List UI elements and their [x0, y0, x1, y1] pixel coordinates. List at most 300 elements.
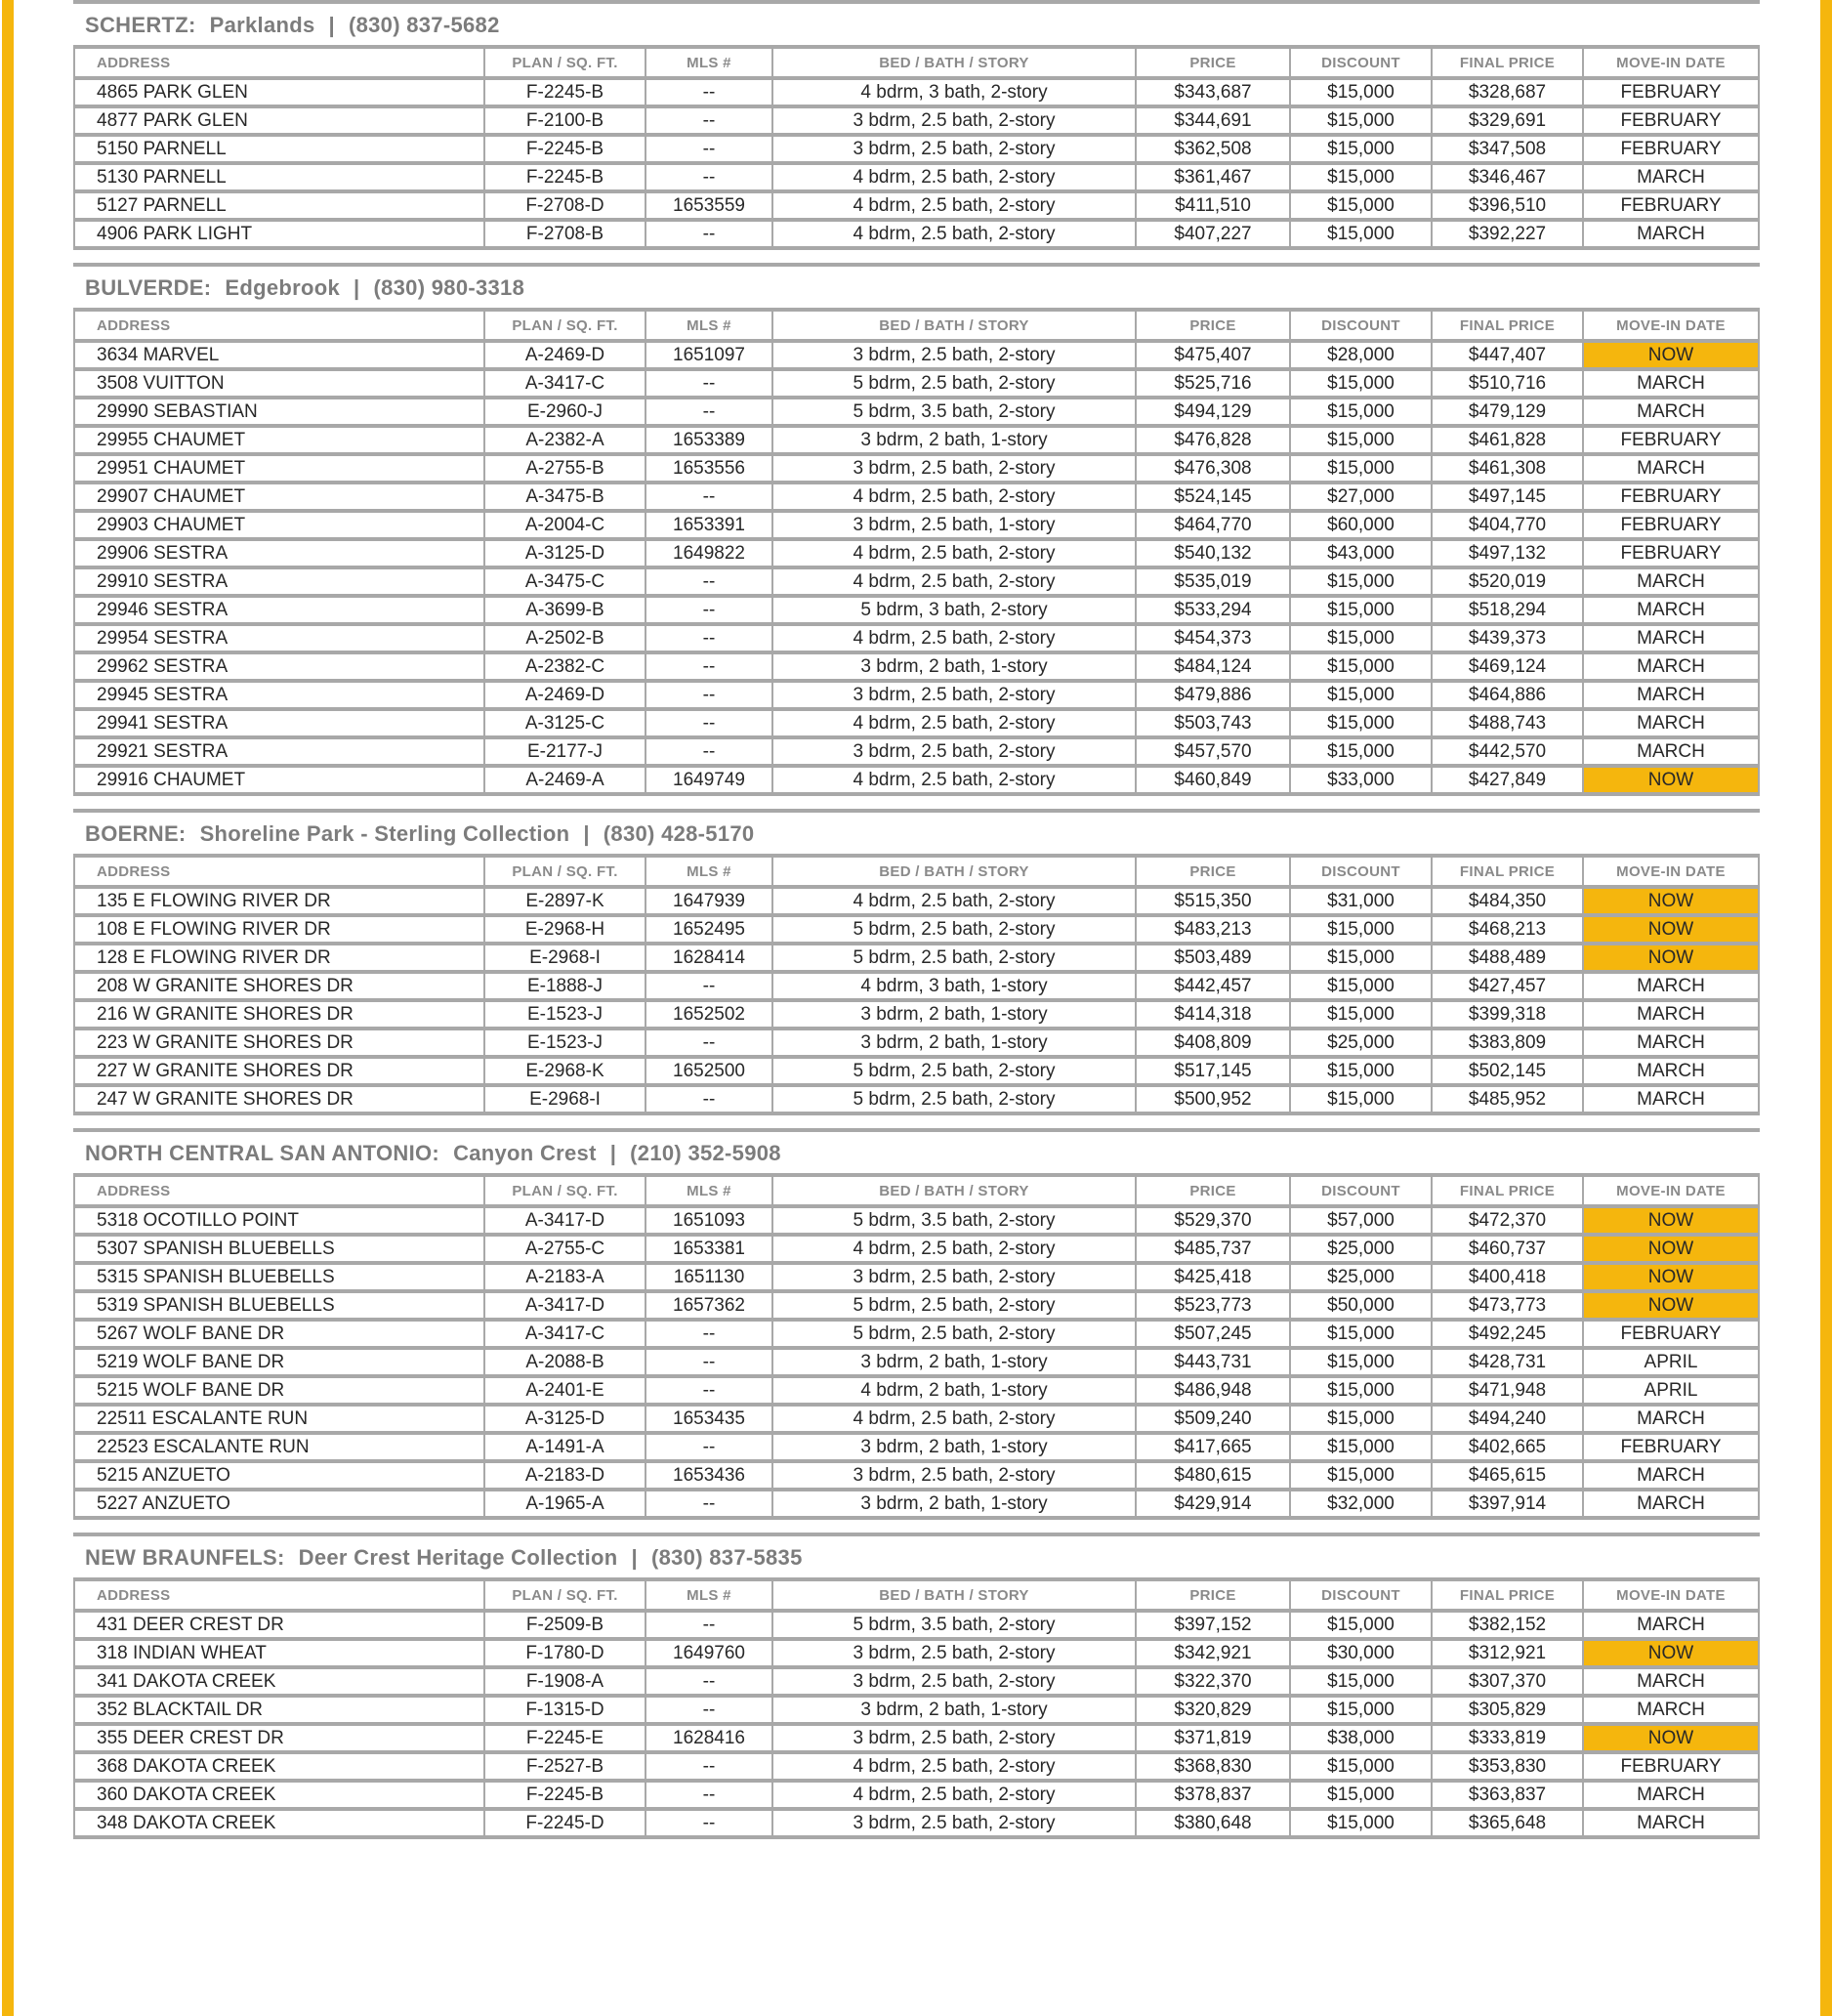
cell-final-price: $461,308: [1432, 454, 1583, 483]
column-header-address: ADDRESS: [74, 310, 484, 341]
column-header-plan-sqft: PLAN / SQ. FT.: [484, 1579, 645, 1611]
cell-price: $524,145: [1136, 483, 1290, 511]
cell-mls-number: 1653389: [645, 426, 772, 454]
cell-plan-sqft: F-1908-A: [484, 1667, 645, 1696]
cell-discount: $57,000: [1290, 1206, 1432, 1235]
cell-discount: $15,000: [1290, 220, 1432, 248]
listing-row: [74, 483, 1759, 511]
cell-address: 4877 PARK GLEN: [74, 106, 484, 135]
cell-move-in-date: MARCH: [1583, 681, 1759, 709]
cell-plan-sqft: A-3125-D: [484, 1405, 645, 1433]
header-row: [74, 856, 1759, 887]
listing-row: [74, 1667, 1759, 1696]
community-section: [73, 0, 1760, 250]
cell-discount: $15,000: [1290, 944, 1432, 972]
cell-mls-number: 1653435: [645, 1405, 772, 1433]
cell-address: 29921 SESTRA: [74, 737, 484, 766]
listing-row: [74, 1781, 1759, 1809]
cell-move-in-date: FEBRUARY: [1583, 483, 1759, 511]
cell-price: $408,809: [1136, 1029, 1290, 1057]
table-head: [74, 310, 1759, 341]
cell-price: $533,294: [1136, 596, 1290, 624]
cell-address: 135 E FLOWING RIVER DR: [74, 887, 484, 915]
cell-price: $486,948: [1136, 1376, 1290, 1405]
column-header-address: ADDRESS: [74, 47, 484, 78]
cell-bed-bath-story: 3 bdrm, 2.5 bath, 2-story: [772, 1667, 1136, 1696]
cell-plan-sqft: A-2382-C: [484, 652, 645, 681]
community-section: [73, 1128, 1760, 1520]
cell-discount: $33,000: [1290, 766, 1432, 794]
column-header-mls-number: MLS #: [645, 47, 772, 78]
column-header-plan-sqft: PLAN / SQ. FT.: [484, 47, 645, 78]
listing-row: [74, 220, 1759, 248]
cell-address: 348 DAKOTA CREEK: [74, 1809, 484, 1837]
cell-bed-bath-story: 4 bdrm, 2.5 bath, 2-story: [772, 1235, 1136, 1263]
cell-final-price: $397,914: [1432, 1490, 1583, 1518]
cell-discount: $15,000: [1290, 1461, 1432, 1490]
cell-final-price: $518,294: [1432, 596, 1583, 624]
column-header-discount: DISCOUNT: [1290, 1175, 1432, 1206]
listings-table: [73, 1173, 1760, 1520]
cell-mls-number: --: [645, 398, 772, 426]
cell-final-price: $510,716: [1432, 369, 1583, 398]
cell-discount: $15,000: [1290, 1057, 1432, 1085]
cell-price: $343,687: [1136, 78, 1290, 106]
listing-row: [74, 1639, 1759, 1667]
cell-bed-bath-story: 5 bdrm, 3.5 bath, 2-story: [772, 1206, 1136, 1235]
cell-address: 431 DEER CREST DR: [74, 1611, 484, 1639]
cell-price: $454,373: [1136, 624, 1290, 652]
cell-discount: $15,000: [1290, 1696, 1432, 1724]
cell-plan-sqft: A-3417-D: [484, 1291, 645, 1320]
cell-mls-number: --: [645, 1029, 772, 1057]
cell-address: 5130 PARNELL: [74, 163, 484, 191]
cell-final-price: $461,828: [1432, 426, 1583, 454]
listing-row: [74, 163, 1759, 191]
cell-mls-number: 1653559: [645, 191, 772, 220]
table-head: [74, 1175, 1759, 1206]
cell-move-in-date: MARCH: [1583, 737, 1759, 766]
cell-final-price: $383,809: [1432, 1029, 1583, 1057]
cell-move-in-date: MARCH: [1583, 369, 1759, 398]
cell-plan-sqft: A-2469-D: [484, 341, 645, 369]
listing-row: [74, 1490, 1759, 1518]
cell-mls-number: 1649822: [645, 539, 772, 567]
cell-bed-bath-story: 3 bdrm, 2 bath, 1-story: [772, 426, 1136, 454]
cell-price: $342,921: [1136, 1639, 1290, 1667]
cell-mls-number: --: [645, 596, 772, 624]
section-divider: [73, 1533, 1760, 1536]
cell-discount: $15,000: [1290, 106, 1432, 135]
listings-table: [73, 1577, 1760, 1839]
cell-plan-sqft: A-2502-B: [484, 624, 645, 652]
cell-plan-sqft: F-2708-D: [484, 191, 645, 220]
listing-row: [74, 369, 1759, 398]
cell-mls-number: --: [645, 135, 772, 163]
cell-final-price: $492,245: [1432, 1320, 1583, 1348]
cell-plan-sqft: A-2401-E: [484, 1376, 645, 1405]
cell-plan-sqft: A-2382-A: [484, 426, 645, 454]
cell-move-in-date: FEBRUARY: [1583, 1752, 1759, 1781]
cell-move-in-date: MARCH: [1583, 1781, 1759, 1809]
listing-row: [74, 1611, 1759, 1639]
cell-move-in-date: MARCH: [1583, 652, 1759, 681]
cell-move-in-date: MARCH: [1583, 1667, 1759, 1696]
cell-price: $494,129: [1136, 398, 1290, 426]
cell-price: $484,124: [1136, 652, 1290, 681]
cell-discount: $25,000: [1290, 1235, 1432, 1263]
cell-price: $479,886: [1136, 681, 1290, 709]
cell-final-price: $428,731: [1432, 1348, 1583, 1376]
cell-plan-sqft: F-1780-D: [484, 1639, 645, 1667]
cell-price: $483,213: [1136, 915, 1290, 944]
cell-plan-sqft: A-2755-C: [484, 1235, 645, 1263]
cell-mls-number: --: [645, 1611, 772, 1639]
cell-final-price: $427,849: [1432, 766, 1583, 794]
cell-price: $442,457: [1136, 972, 1290, 1000]
cell-plan-sqft: A-3125-D: [484, 539, 645, 567]
cell-price: $380,648: [1136, 1809, 1290, 1837]
cell-price: $540,132: [1136, 539, 1290, 567]
cell-mls-number: --: [645, 624, 772, 652]
cell-discount: $15,000: [1290, 1000, 1432, 1029]
table-body: [74, 887, 1759, 1113]
cell-move-in-date: MARCH: [1583, 1000, 1759, 1029]
cell-plan-sqft: F-2100-B: [484, 106, 645, 135]
community-name: Parklands: [209, 13, 315, 37]
table-body: [74, 78, 1759, 248]
cell-move-in-date: FEBRUARY: [1583, 191, 1759, 220]
cell-final-price: $442,570: [1432, 737, 1583, 766]
cell-discount: $50,000: [1290, 1291, 1432, 1320]
community-city: NORTH CENTRAL SAN ANTONIO:: [85, 1141, 440, 1165]
cell-plan-sqft: F-1315-D: [484, 1696, 645, 1724]
header-row: [74, 1175, 1759, 1206]
cell-bed-bath-story: 3 bdrm, 2.5 bath, 2-story: [772, 1639, 1136, 1667]
cell-plan-sqft: E-2897-K: [484, 887, 645, 915]
cell-address: 216 W GRANITE SHORES DR: [74, 1000, 484, 1029]
cell-address: 352 BLACKTAIL DR: [74, 1696, 484, 1724]
cell-final-price: $502,145: [1432, 1057, 1583, 1085]
cell-mls-number: 1653556: [645, 454, 772, 483]
column-header-discount: DISCOUNT: [1290, 47, 1432, 78]
cell-discount: $31,000: [1290, 887, 1432, 915]
cell-discount: $15,000: [1290, 1348, 1432, 1376]
cell-mls-number: --: [645, 567, 772, 596]
cell-mls-number: --: [645, 972, 772, 1000]
cell-price: $529,370: [1136, 1206, 1290, 1235]
cell-final-price: $479,129: [1432, 398, 1583, 426]
cell-discount: $15,000: [1290, 191, 1432, 220]
cell-final-price: $382,152: [1432, 1611, 1583, 1639]
cell-move-in-date: MARCH: [1583, 1490, 1759, 1518]
cell-discount: $15,000: [1290, 398, 1432, 426]
cell-mls-number: --: [645, 106, 772, 135]
listing-row: [74, 766, 1759, 794]
cell-mls-number: --: [645, 1696, 772, 1724]
cell-move-in-date: NOW: [1583, 1263, 1759, 1291]
cell-plan-sqft: E-1523-J: [484, 1000, 645, 1029]
listing-row: [74, 567, 1759, 596]
column-header-move-in-date: MOVE-IN DATE: [1583, 856, 1759, 887]
cell-price: $460,849: [1136, 766, 1290, 794]
column-header-final-price: FINAL PRICE: [1432, 47, 1583, 78]
cell-final-price: $439,373: [1432, 624, 1583, 652]
cell-move-in-date: MARCH: [1583, 1809, 1759, 1837]
cell-bed-bath-story: 3 bdrm, 2 bath, 1-story: [772, 1029, 1136, 1057]
cell-mls-number: 1651130: [645, 1263, 772, 1291]
cell-price: $475,407: [1136, 341, 1290, 369]
cell-move-in-date: MARCH: [1583, 596, 1759, 624]
column-header-final-price: FINAL PRICE: [1432, 856, 1583, 887]
listing-row: [74, 1348, 1759, 1376]
cell-discount: $15,000: [1290, 567, 1432, 596]
cell-final-price: $400,418: [1432, 1263, 1583, 1291]
cell-plan-sqft: A-2088-B: [484, 1348, 645, 1376]
cell-bed-bath-story: 4 bdrm, 2.5 bath, 2-story: [772, 709, 1136, 737]
cell-price: $476,308: [1136, 454, 1290, 483]
cell-address: 355 DEER CREST DR: [74, 1724, 484, 1752]
column-header-address: ADDRESS: [74, 1175, 484, 1206]
cell-final-price: $471,948: [1432, 1376, 1583, 1405]
community-phone: (830) 837-5835: [650, 1545, 803, 1570]
listing-row: [74, 1696, 1759, 1724]
cell-plan-sqft: A-3125-C: [484, 709, 645, 737]
cell-plan-sqft: E-2968-I: [484, 944, 645, 972]
cell-mls-number: 1657362: [645, 1291, 772, 1320]
listing-row: [74, 1263, 1759, 1291]
cell-price: $371,819: [1136, 1724, 1290, 1752]
table-body: [74, 1206, 1759, 1518]
cell-bed-bath-story: 4 bdrm, 2.5 bath, 2-story: [772, 220, 1136, 248]
listing-row: [74, 1376, 1759, 1405]
cell-move-in-date: MARCH: [1583, 220, 1759, 248]
cell-final-price: $347,508: [1432, 135, 1583, 163]
column-header-price: PRICE: [1136, 856, 1290, 887]
cell-address: 5215 ANZUETO: [74, 1461, 484, 1490]
cell-address: 5307 SPANISH BLUEBELLS: [74, 1235, 484, 1263]
column-header-bed-bath-story: BED / BATH / STORY: [772, 47, 1136, 78]
header-row: [74, 47, 1759, 78]
cell-move-in-date: FEBRUARY: [1583, 135, 1759, 163]
cell-mls-number: 1653391: [645, 511, 772, 539]
column-header-final-price: FINAL PRICE: [1432, 310, 1583, 341]
cell-plan-sqft: F-2245-B: [484, 163, 645, 191]
column-header-mls-number: MLS #: [645, 310, 772, 341]
cell-final-price: $396,510: [1432, 191, 1583, 220]
listing-row: [74, 596, 1759, 624]
cell-bed-bath-story: 4 bdrm, 2.5 bath, 2-story: [772, 163, 1136, 191]
cell-plan-sqft: A-1491-A: [484, 1433, 645, 1461]
cell-plan-sqft: F-2245-B: [484, 1781, 645, 1809]
cell-address: 22511 ESCALANTE RUN: [74, 1405, 484, 1433]
cell-plan-sqft: A-2183-D: [484, 1461, 645, 1490]
cell-move-in-date: MARCH: [1583, 624, 1759, 652]
cell-mls-number: --: [645, 1752, 772, 1781]
left-accent-stripe: [2, 0, 14, 2016]
cell-plan-sqft: F-2245-B: [484, 78, 645, 106]
cell-bed-bath-story: 3 bdrm, 2.5 bath, 2-story: [772, 681, 1136, 709]
cell-discount: $43,000: [1290, 539, 1432, 567]
table-body: [74, 1611, 1759, 1837]
cell-price: $320,829: [1136, 1696, 1290, 1724]
listing-row: [74, 426, 1759, 454]
cell-final-price: $427,457: [1432, 972, 1583, 1000]
cell-bed-bath-story: 5 bdrm, 2.5 bath, 2-story: [772, 1291, 1136, 1320]
cell-bed-bath-story: 4 bdrm, 3 bath, 1-story: [772, 972, 1136, 1000]
cell-final-price: $447,407: [1432, 341, 1583, 369]
community-phone: (830) 428-5170: [603, 821, 755, 846]
cell-move-in-date: MARCH: [1583, 1461, 1759, 1490]
cell-discount: $15,000: [1290, 737, 1432, 766]
cell-move-in-date: MARCH: [1583, 1696, 1759, 1724]
cell-final-price: $346,467: [1432, 163, 1583, 191]
cell-bed-bath-story: 4 bdrm, 2.5 bath, 2-story: [772, 1752, 1136, 1781]
cell-mls-number: --: [645, 369, 772, 398]
listing-row: [74, 1433, 1759, 1461]
cell-address: 360 DAKOTA CREEK: [74, 1781, 484, 1809]
cell-bed-bath-story: 4 bdrm, 2.5 bath, 2-story: [772, 1781, 1136, 1809]
cell-plan-sqft: A-1965-A: [484, 1490, 645, 1518]
cell-discount: $15,000: [1290, 454, 1432, 483]
cell-move-in-date: NOW: [1583, 1639, 1759, 1667]
cell-address: 3508 VUITTON: [74, 369, 484, 398]
cell-bed-bath-story: 5 bdrm, 2.5 bath, 2-story: [772, 915, 1136, 944]
listings-table: [73, 308, 1760, 796]
cell-discount: $15,000: [1290, 915, 1432, 944]
cell-bed-bath-story: 5 bdrm, 2.5 bath, 2-story: [772, 1320, 1136, 1348]
cell-discount: $15,000: [1290, 1781, 1432, 1809]
cell-bed-bath-story: 5 bdrm, 2.5 bath, 2-story: [772, 944, 1136, 972]
cell-address: 4865 PARK GLEN: [74, 78, 484, 106]
listing-row: [74, 398, 1759, 426]
column-header-mls-number: MLS #: [645, 1175, 772, 1206]
cell-plan-sqft: A-3417-C: [484, 1320, 645, 1348]
cell-move-in-date: NOW: [1583, 944, 1759, 972]
cell-discount: $15,000: [1290, 1433, 1432, 1461]
listing-row: [74, 1000, 1759, 1029]
cell-final-price: $494,240: [1432, 1405, 1583, 1433]
listing-row: [74, 1057, 1759, 1085]
header-row: [74, 1579, 1759, 1611]
cell-discount: $28,000: [1290, 341, 1432, 369]
cell-plan-sqft: E-2968-H: [484, 915, 645, 944]
cell-final-price: $485,952: [1432, 1085, 1583, 1113]
cell-discount: $25,000: [1290, 1263, 1432, 1291]
column-header-bed-bath-story: BED / BATH / STORY: [772, 1579, 1136, 1611]
cell-discount: $15,000: [1290, 1611, 1432, 1639]
community-name: Shoreline Park - Sterling Collection: [199, 821, 570, 846]
cell-bed-bath-story: 3 bdrm, 2.5 bath, 2-story: [772, 341, 1136, 369]
community-section: [73, 263, 1760, 796]
cell-bed-bath-story: 3 bdrm, 2.5 bath, 2-story: [772, 1461, 1136, 1490]
cell-discount: $15,000: [1290, 78, 1432, 106]
cell-mls-number: --: [645, 709, 772, 737]
cell-move-in-date: MARCH: [1583, 709, 1759, 737]
cell-plan-sqft: F-2245-B: [484, 135, 645, 163]
cell-plan-sqft: E-2960-J: [484, 398, 645, 426]
cell-price: $425,418: [1136, 1263, 1290, 1291]
cell-address: 5319 SPANISH BLUEBELLS: [74, 1291, 484, 1320]
cell-final-price: $399,318: [1432, 1000, 1583, 1029]
listing-row: [74, 1320, 1759, 1348]
cell-bed-bath-story: 3 bdrm, 2.5 bath, 2-story: [772, 1809, 1136, 1837]
cell-address: 29955 CHAUMET: [74, 426, 484, 454]
cell-move-in-date: MARCH: [1583, 1057, 1759, 1085]
column-header-address: ADDRESS: [74, 1579, 484, 1611]
listing-row: [74, 1029, 1759, 1057]
header-row: [74, 310, 1759, 341]
cell-mls-number: --: [645, 1433, 772, 1461]
cell-price: $503,743: [1136, 709, 1290, 737]
cell-move-in-date: NOW: [1583, 766, 1759, 794]
cell-plan-sqft: A-2469-D: [484, 681, 645, 709]
cell-address: 29906 SESTRA: [74, 539, 484, 567]
listing-row: [74, 1291, 1759, 1320]
cell-plan-sqft: A-3417-C: [484, 369, 645, 398]
cell-address: 29903 CHAUMET: [74, 511, 484, 539]
cell-plan-sqft: F-2245-E: [484, 1724, 645, 1752]
cell-plan-sqft: A-2755-B: [484, 454, 645, 483]
community-section: [73, 809, 1760, 1115]
cell-discount: $15,000: [1290, 596, 1432, 624]
cell-mls-number: 1647939: [645, 887, 772, 915]
community-phone: (830) 980-3318: [373, 275, 525, 300]
cell-final-price: $464,886: [1432, 681, 1583, 709]
cell-move-in-date: MARCH: [1583, 163, 1759, 191]
cell-address: 223 W GRANITE SHORES DR: [74, 1029, 484, 1057]
section-divider: [73, 0, 1760, 4]
cell-final-price: $473,773: [1432, 1291, 1583, 1320]
cell-address: 108 E FLOWING RIVER DR: [74, 915, 484, 944]
cell-address: 29954 SESTRA: [74, 624, 484, 652]
column-header-discount: DISCOUNT: [1290, 1579, 1432, 1611]
cell-move-in-date: NOW: [1583, 1291, 1759, 1320]
listing-row: [74, 709, 1759, 737]
cell-address: 5215 WOLF BANE DR: [74, 1376, 484, 1405]
cell-plan-sqft: E-1523-J: [484, 1029, 645, 1057]
cell-address: 29945 SESTRA: [74, 681, 484, 709]
cell-final-price: $497,145: [1432, 483, 1583, 511]
cell-final-price: $484,350: [1432, 887, 1583, 915]
cell-bed-bath-story: 4 bdrm, 2.5 bath, 2-story: [772, 191, 1136, 220]
cell-mls-number: 1628414: [645, 944, 772, 972]
listing-row: [74, 915, 1759, 944]
cell-mls-number: --: [645, 1490, 772, 1518]
listing-row: [74, 135, 1759, 163]
cell-discount: $15,000: [1290, 1405, 1432, 1433]
section-title: [73, 275, 1760, 301]
listing-row: [74, 887, 1759, 915]
cell-price: $507,245: [1136, 1320, 1290, 1348]
cell-address: 341 DAKOTA CREEK: [74, 1667, 484, 1696]
cell-bed-bath-story: 4 bdrm, 2.5 bath, 2-story: [772, 1405, 1136, 1433]
cell-plan-sqft: A-3475-C: [484, 567, 645, 596]
cell-address: 22523 ESCALANTE RUN: [74, 1433, 484, 1461]
cell-price: $535,019: [1136, 567, 1290, 596]
cell-plan-sqft: A-2469-A: [484, 766, 645, 794]
community-section: [73, 1533, 1760, 1839]
cell-bed-bath-story: 3 bdrm, 2 bath, 1-story: [772, 1696, 1136, 1724]
column-header-final-price: FINAL PRICE: [1432, 1175, 1583, 1206]
cell-mls-number: 1628416: [645, 1724, 772, 1752]
cell-mls-number: --: [645, 1085, 772, 1113]
column-header-move-in-date: MOVE-IN DATE: [1583, 47, 1759, 78]
cell-mls-number: --: [645, 1348, 772, 1376]
cell-discount: $60,000: [1290, 511, 1432, 539]
cell-mls-number: --: [645, 1809, 772, 1837]
community-city: SCHERTZ:: [85, 13, 196, 37]
